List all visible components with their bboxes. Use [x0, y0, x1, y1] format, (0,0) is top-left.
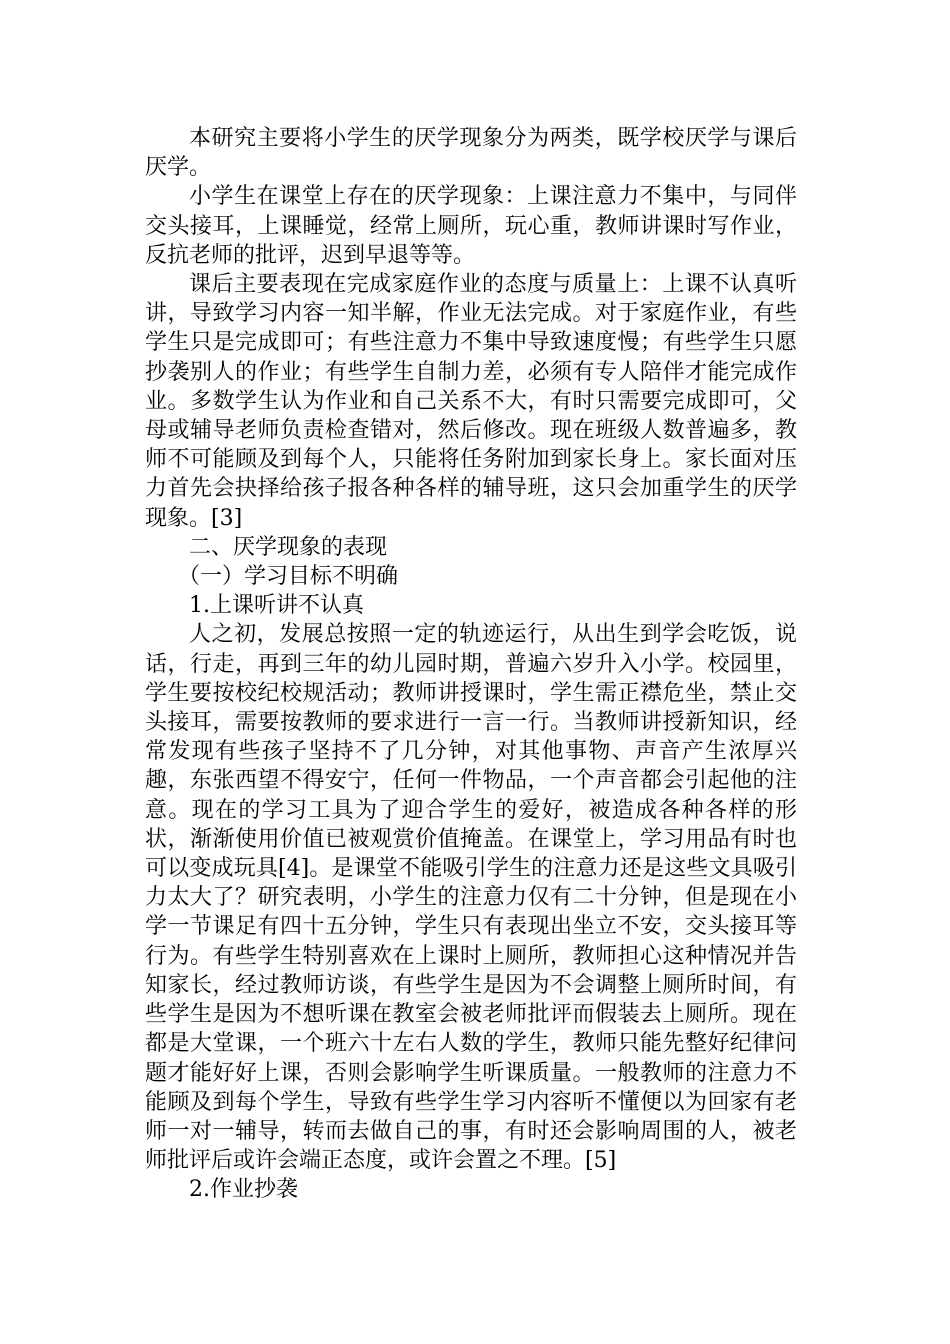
paragraph-item1-body: 人之初，发展总按照一定的轨迹运行，从出生到学会吃饭，说话，行走，再到三年的幼儿园时期，普遍六岁升入小学。校园里，学生要按校纪校规活动；教师讲授课时，学生需正襟危坐，禁止交头接耳，需要按教师的要求进行一言一行。当教师讲授新知识，经常发现有些孩子坚持不了几分钟，对其他事物、声音产生浓厚兴趣，东张西望不得安宁，任何一件物品，一个声音都会引起他的注意。现在的学习工具为了迎合学生的爱好，被造成各种各样的形状，渐渐使用价值已被观赏价值掩盖。在课堂上，学习用品有时也可以变成玩具[4]。是课堂不能吸引学生的注意力还是这些文具吸引力太大了？研究表明，小学生的注意力仅有二十分钟，但是现在小学一节课足有四十五分钟，学生只有表现出坐立不安，交头接耳等行为。有些学生特别喜欢在上课时上厕所，教师担心这种情况并告知家长，经过教师访谈，有些学生是因为不会调整上厕所时间，有些学生是因为不想听课在教室会被老师批评而假装去上厕所。现在都是大堂课，一个班六十左右人数的学生，教师只能先整好纪律问题才能好好上课，否则会影响学生听课质量。一般教师的注意力不能顾及到每个学生，导致有些学生学习内容听不懂便以为回家有老师一对一辅导，转而去做自己的事，有时还会影响周围的人，被老师批评后或许会端正态度，或许会置之不理。[5] [145, 622, 797, 1174]
paragraph-after-class: 课后主要表现在完成家庭作业的态度与质量上：上课不认真听讲，导致学习内容一知半解，作业无法完成。对于家庭作业，有些学生只是完成即可；有些注意力不集中导致速度慢；有些学生只愿抄袭别人的作业；有些学生自制力差，必须有专人陪伴才能完成作业。多数学生认为作业和自己关系不大，有时只需要完成即可，父母或辅导老师负责检查错对，然后修改。现在班级人数普遍多，教师不可能顾及到每个人，只能将任务附加到家长身上。家长面对压力首先会抉择给孩子报各种各样的辅导班，这只会加重学生的厌学现象。[3] [145, 272, 797, 531]
item2-heading: 2.作业抄袭 [189, 1177, 298, 1203]
section-heading: 二、厌学现象的表现 [189, 534, 388, 560]
paragraph-intro: 本研究主要将小学生的厌学现象分为两类，既学校厌学与课后厌学。 [145, 126, 797, 181]
item1-heading: 1.上课听讲不认真 [189, 593, 364, 619]
paragraph-classroom-phenomena: 小学生在课堂上存在的厌学现象：上课注意力不集中，与同伴交头接耳，上课睡觉，经常上厕所，玩心重，教师讲课时写作业，反抗老师的批评，迟到早退等等。 [145, 184, 797, 268]
document-page [145, 124, 797, 1205]
subsection-heading: （一）学习目标不明确 [178, 564, 399, 590]
